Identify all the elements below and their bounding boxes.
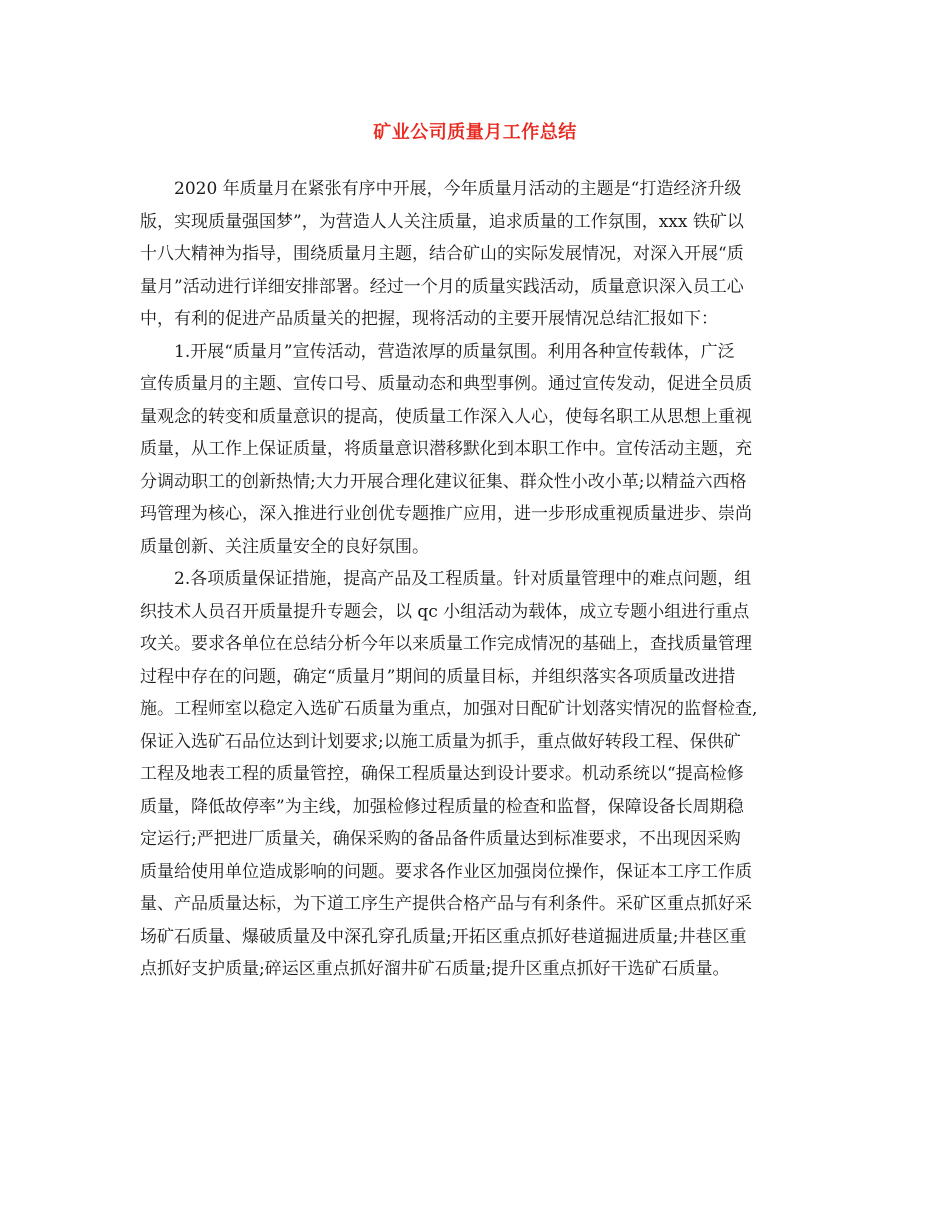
paragraph-line: 量观念的转变和质量意识的提高，使质量工作深入人心，使每名职工从思想上重视 [140, 406, 752, 427]
paragraph-line: 1.开展“质量月”宣传活动，营造浓厚的质量氛围。利用各种宣传载体，广泛 [174, 341, 735, 362]
paragraph-line: 十八大精神为指导，围绕质量月主题，结合矿山的实际发展情况，对深入开展“质 [140, 244, 744, 264]
paragraph-line: 场矿石质量、爆破质量及中深孔穿孔质量;开拓区重点抓好巷道掘进质量;井巷区重 [140, 926, 747, 947]
document-body [140, 161, 816, 986]
paragraph-line: 定运行;严把进厂质量关，确保采购的备品备件质量达到标准要求，不出现因采购 [140, 829, 741, 849]
paragraph [140, 173, 816, 336]
paragraph-line: 施。工程师室以稳定入选矿石质量为重点，加强对日配矿计划落实情况的监督检查, [140, 699, 758, 719]
paragraph-line: 点抓好支护质量;碎运区重点抓好溜井矿石质量;提升区重点抓好干选矿石质量。 [140, 959, 730, 979]
paragraph [140, 563, 816, 986]
paragraph-line: 工程及地表工程的质量管控，确保工程质量达到设计要求。机动系统以“提高检修 [140, 764, 744, 784]
paragraph-line: 量、产品质量达标，为下道工序生产提供合格产品与有利条件。采矿区重点抓好采 [140, 894, 752, 914]
paragraph-line: 过程中存在的问题，确定“质量月”期间的质量目标，并组织落实各项质量改进措 [140, 666, 736, 687]
paragraph-line: 玛管理为核心，深入推进行业创优专题推广应用，进一步形成重视质量进步、崇尚 [140, 504, 752, 524]
paragraph-line: 中，有利的促进产品质量关的把握，现将活动的主要开展情况总结汇报如下： [140, 309, 718, 329]
paragraph [140, 336, 816, 564]
paragraph-line: 保证入选矿石品位达到计划要求;以施工质量为抓手，重点做好转段工程、保供矿 [140, 731, 741, 752]
paragraph-line: 攻关。要求各单位在总结分析今年以来质量工作完成情况的基础上，查找质量管理 [140, 634, 752, 654]
paragraph-line: 分调动职工的创新热情;大力开展合理化建议征集、群众性小改小革;以精益六西格 [140, 471, 747, 492]
paragraph-line: 2.各项质量保证措施，提高产品及工程质量。针对质量管理中的难点问题，组 [174, 569, 752, 589]
paragraph-line: 质量创新、关注质量安全的良好氛围。 [140, 536, 429, 557]
paragraph-line: 质量，从工作上保证质量，将质量意识潜移默化到本职工作中。宣传活动主题，充 [140, 439, 752, 459]
paragraph-line: 版，实现质量强国梦”，为营造人人关注质量，追求质量的工作氛围，xxx 铁矿以 [140, 211, 744, 232]
paragraph-line: 量月”活动进行详细安排部署。经过一个月的质量实践活动，质量意识深入员工心 [140, 276, 744, 297]
paragraph-line: 2020 年质量月在紧张有序中开展，今年质量月活动的主题是“打造经济升级 [174, 179, 742, 199]
title-spacer [140, 161, 816, 173]
paragraph-list [140, 173, 816, 986]
paragraph-line: 织技术人员召开质量提升专题会，以 qc 小组活动为载体，成立专题小组进行重点 [140, 601, 750, 622]
document-title: 矿业公司质量月工作总结 [373, 122, 577, 143]
paragraph-line: 质量给使用单位造成影响的问题。要求各作业区加强岗位操作，保证本工序工作质 [140, 861, 752, 882]
paragraph-line: 质量，降低故停率”为主线，加强检修过程质量的检查和监督，保障设备长周期稳 [140, 796, 744, 817]
paragraph-line: 宣传质量月的主题、宣传口号、质量动态和典型事例。通过宣传发动，促进全员质 [140, 374, 752, 394]
